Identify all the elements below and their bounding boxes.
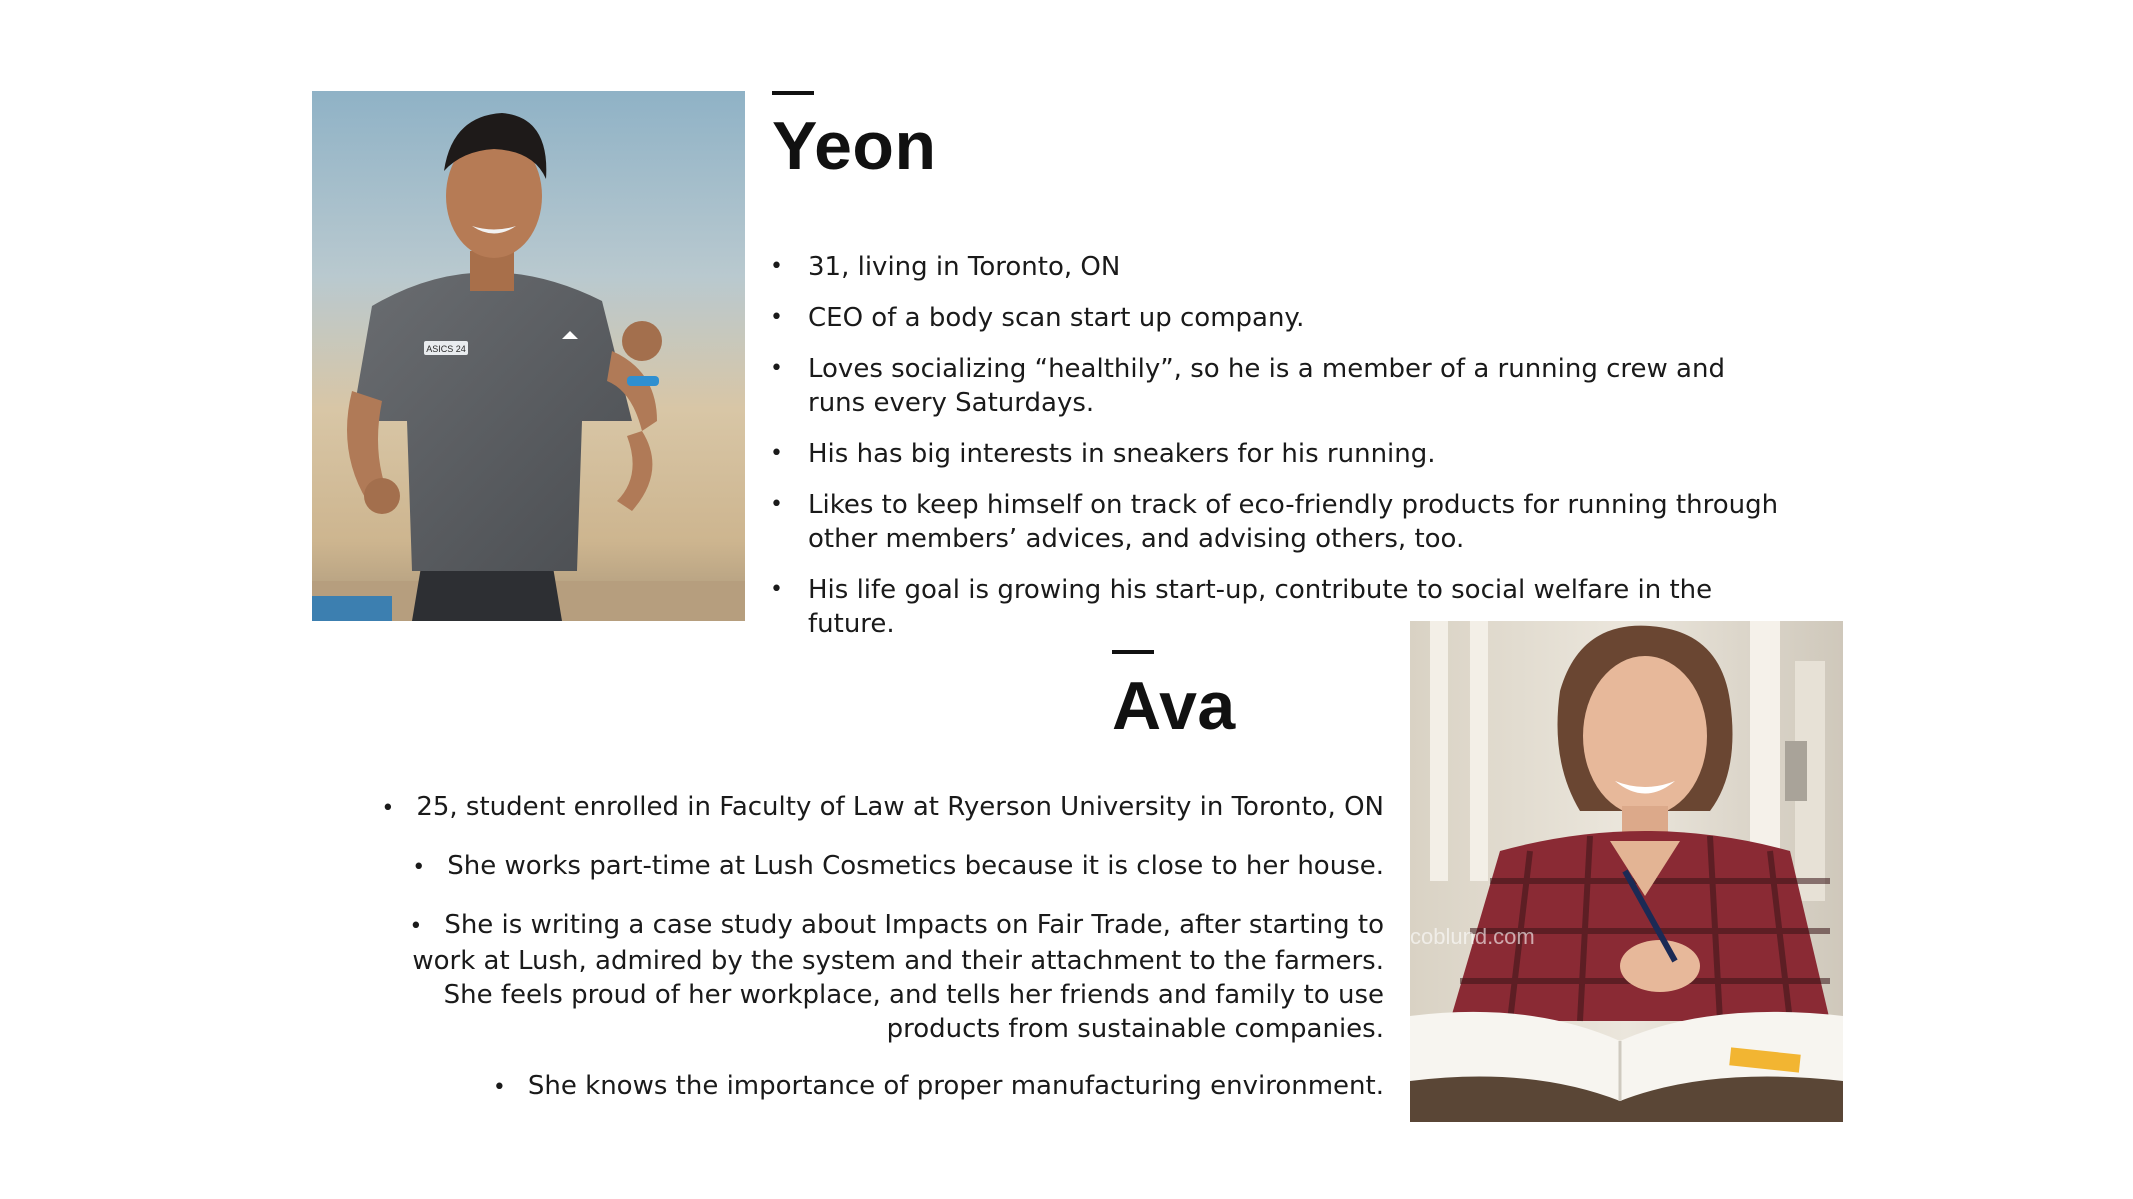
svg-text:ASICS 24: ASICS 24 [426, 344, 466, 354]
list-item [360, 790, 1384, 826]
bullet-dot-icon: • [492, 1075, 506, 1100]
list-item: • His life goal is growing his start-up, contribute to social welfare in the future. [770, 573, 1790, 641]
ava-bullet-list [360, 790, 1384, 1128]
ava-title-rule [1112, 650, 1154, 654]
yeon-title-rule [772, 91, 814, 95]
runner-photo-icon [312, 91, 745, 621]
list-item [360, 1069, 1384, 1105]
bullet-dot-icon: • [412, 855, 426, 880]
list-item: • Loves socializing “healthily”, so he is a member of a running crew and runs every Saturdays. [770, 352, 1790, 420]
yeon-name-title: Yeon [772, 108, 937, 184]
list-item: • His has big interests in sneakers for his running. [770, 437, 1790, 471]
list-item: • CEO of a body scan start up company. [770, 301, 1790, 335]
list-item: • Likes to keep himself on track of eco-friendly products for running through other members’ advices, and advising others, too. [770, 488, 1790, 556]
yeon-bullet-list [770, 250, 1790, 658]
svg-text:coblund.com: coblund.com [1410, 924, 1535, 949]
list-item [360, 908, 1384, 1046]
bullet-dot-icon: • [409, 914, 423, 939]
bullet-dot-icon: • [381, 796, 395, 821]
ava-photo [1410, 621, 1843, 1122]
yeon-photo [312, 91, 745, 621]
list-item-text: She knows the importance of proper manufacturing environment. [527, 1071, 1384, 1101]
list-item-text: She works part-time at Lush Cosmetics because it is close to her house. [447, 851, 1384, 881]
ava-name-title: Ava [1112, 668, 1236, 744]
list-item [360, 849, 1384, 885]
list-item: • 31, living in Toronto, ON [770, 250, 1790, 284]
student-photo-icon [1410, 621, 1843, 1122]
list-item-text: 25, student enrolled in Faculty of Law at Ryerson University in Toronto, ON [416, 792, 1384, 822]
list-item-text: She is writing a case study about Impacts on Fair Trade, after starting to work at Lush, admired by the system and their attachment to the farmers. She feels proud of her workplace, and tells her friends and family to use products from sustainable companies. [412, 910, 1384, 1044]
